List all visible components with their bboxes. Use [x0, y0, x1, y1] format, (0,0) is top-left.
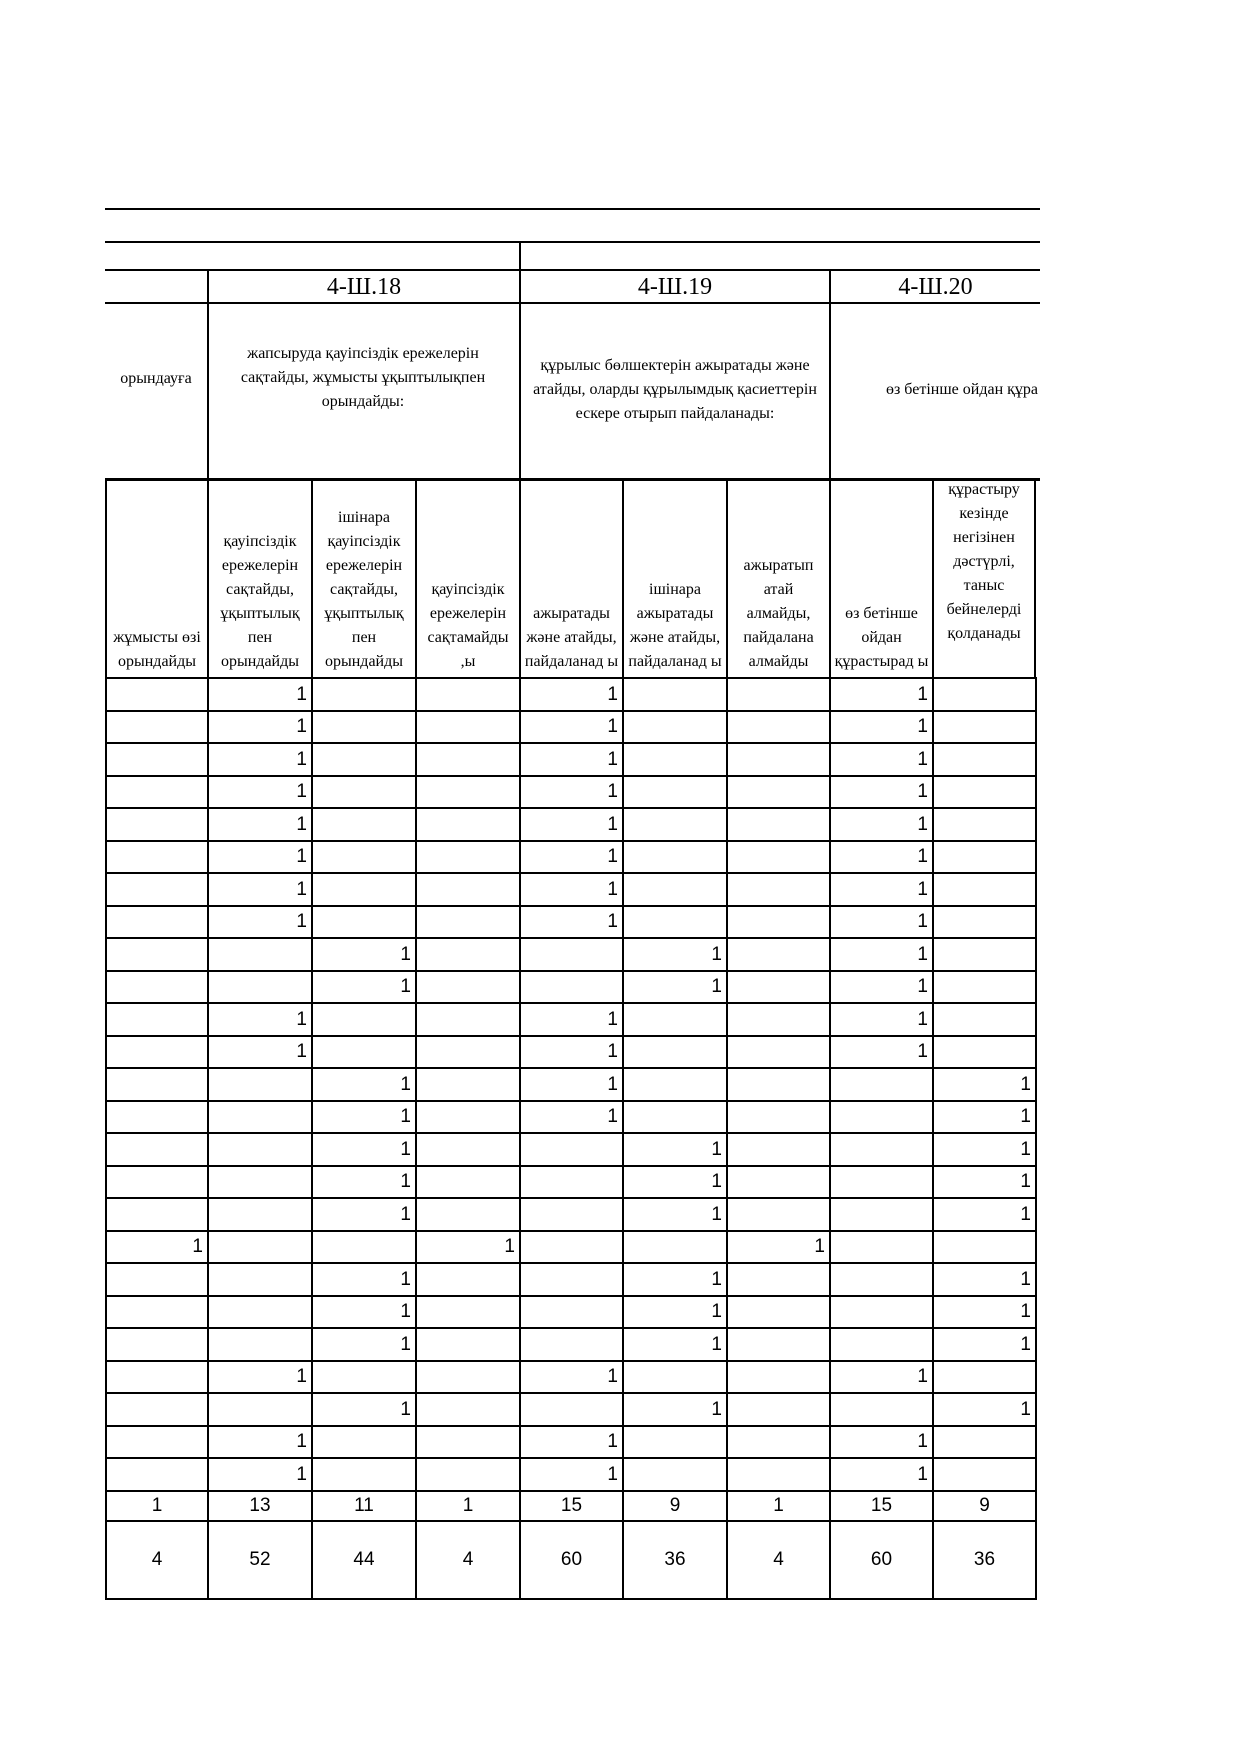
- table-cell: 1: [208, 873, 312, 906]
- table-cell: [520, 1198, 623, 1231]
- table-cell: [106, 1198, 208, 1231]
- table-cell: 1: [416, 1231, 520, 1264]
- total-cell: 11: [312, 1491, 416, 1521]
- table-cell: 1: [933, 1068, 1036, 1101]
- percentage-cell: 36: [623, 1521, 727, 1599]
- table-cell: [933, 743, 1036, 776]
- table-cell: [623, 1231, 727, 1264]
- table-cell: 1: [830, 1036, 933, 1069]
- table-cell: [727, 1198, 830, 1231]
- table-cell: [416, 1198, 520, 1231]
- table-row: [106, 1263, 1036, 1296]
- table-cell: 1: [830, 1426, 933, 1459]
- table-cell: [727, 1328, 830, 1361]
- percentage-cell: 36: [933, 1521, 1036, 1599]
- table-cell: 1: [208, 841, 312, 874]
- table-cell: [727, 1101, 830, 1134]
- table-cell: [208, 1198, 312, 1231]
- table-row: [106, 841, 1036, 874]
- table-cell: [623, 1003, 727, 1036]
- table-cell: [416, 906, 520, 939]
- table-cell: [208, 1393, 312, 1426]
- table-cell: 1: [312, 1068, 416, 1101]
- percentage-cell: 44: [312, 1521, 416, 1599]
- subheader-col-7: ажыратып атай алмайды, пайдалана алмайды: [743, 557, 814, 670]
- table-cell: [106, 678, 208, 711]
- table-row: [106, 711, 1036, 744]
- table-cell: [623, 808, 727, 841]
- table-cell: [208, 1231, 312, 1264]
- table-cell: [623, 1101, 727, 1134]
- table-cell: [312, 873, 416, 906]
- total-cell: 1: [106, 1491, 208, 1521]
- table-cell: [312, 1458, 416, 1491]
- table-cell: [933, 1458, 1036, 1491]
- table-cell: 1: [933, 1198, 1036, 1231]
- table-row: [106, 1198, 1036, 1231]
- table-cell: 1: [933, 1166, 1036, 1199]
- table-cell: [727, 1361, 830, 1394]
- table-cell: 1: [623, 1263, 727, 1296]
- table-cell: [727, 971, 830, 1004]
- table-cell: [623, 678, 727, 711]
- table-cell: [106, 1458, 208, 1491]
- group-description-4-sh-20: өз бетінше ойдан құра: [885, 381, 1038, 398]
- table-cell: 1: [312, 938, 416, 971]
- table-cell: [727, 1458, 830, 1491]
- table-cell: [520, 1328, 623, 1361]
- table-cell: [933, 873, 1036, 906]
- table-cell: 1: [106, 1231, 208, 1264]
- table-cell: 1: [520, 1068, 623, 1101]
- table-cell: 1: [520, 743, 623, 776]
- table-cell: [106, 1068, 208, 1101]
- table-cell: [106, 743, 208, 776]
- table-cell: [830, 1393, 933, 1426]
- table-cell: 1: [520, 1003, 623, 1036]
- table-cell: [830, 1101, 933, 1134]
- table-cell: 1: [830, 906, 933, 939]
- table-cell: [106, 1328, 208, 1361]
- table-cell: [623, 841, 727, 874]
- table-cell: 1: [312, 1101, 416, 1134]
- subheader-col-2: қауіпсіздік ережелерін сақтайды, ұқыптылық пен орындайды: [220, 533, 300, 670]
- table-cell: 1: [830, 743, 933, 776]
- table-row: [106, 678, 1036, 711]
- table-cell: 1: [520, 1101, 623, 1134]
- table-cell: [830, 1068, 933, 1101]
- percentage-cell: 60: [520, 1521, 623, 1599]
- table-cell: [106, 906, 208, 939]
- table-cell: 1: [312, 1328, 416, 1361]
- table-cell: [312, 678, 416, 711]
- table-cell: [830, 1198, 933, 1231]
- table-cell: [106, 971, 208, 1004]
- top-rule-2: [105, 241, 1040, 243]
- table-cell: 1: [830, 841, 933, 874]
- table-cell: [933, 678, 1036, 711]
- table-cell: [520, 1296, 623, 1329]
- table-row: [106, 873, 1036, 906]
- table-cell: 1: [312, 1393, 416, 1426]
- subheader-col-9: құрастыру кезінде негізінен дәстүрлі, таныс бейнелерді қолданады: [946, 481, 1022, 642]
- table-cell: [830, 1296, 933, 1329]
- table-cell: 1: [208, 906, 312, 939]
- table-cell: 1: [623, 971, 727, 1004]
- table-cell: 1: [520, 873, 623, 906]
- table-row: [106, 1101, 1036, 1134]
- table-cell: 1: [830, 776, 933, 809]
- table-cell: [106, 938, 208, 971]
- table-cell: [106, 711, 208, 744]
- table-row: [106, 1133, 1036, 1166]
- table-cell: 1: [208, 1361, 312, 1394]
- table-cell: 1: [520, 906, 623, 939]
- table-cell: [727, 711, 830, 744]
- table-cell: [623, 743, 727, 776]
- group-description-0: орындауға: [120, 370, 192, 387]
- subheader-col-3: ішінара қауіпсіздік ережелерін сақтайды, ұқыптылық пен орындайды: [324, 509, 404, 670]
- table-cell: [312, 1003, 416, 1036]
- table-cell: 1: [830, 873, 933, 906]
- table-row: [106, 1328, 1036, 1361]
- subheader-col-1: жұмысты өзі орындайды: [113, 629, 201, 670]
- table-cell: [623, 1036, 727, 1069]
- table-cell: [727, 1296, 830, 1329]
- table-cell: 1: [208, 678, 312, 711]
- subheader-col-5: ажыратады және атайды, пайдаланад ы: [524, 605, 619, 670]
- table-cell: 1: [208, 776, 312, 809]
- table-cell: 1: [312, 1166, 416, 1199]
- table-cell: [933, 808, 1036, 841]
- table-cell: 1: [208, 1003, 312, 1036]
- table-cell: 1: [830, 678, 933, 711]
- table-cell: [623, 1361, 727, 1394]
- table-cell: 1: [520, 678, 623, 711]
- table-cell: 1: [623, 938, 727, 971]
- results-table: [105, 677, 1037, 1600]
- table-cell: [106, 1133, 208, 1166]
- table-cell: [830, 1263, 933, 1296]
- table-cell: [208, 1166, 312, 1199]
- table-cell: [933, 1003, 1036, 1036]
- table-row: [106, 1068, 1036, 1101]
- total-cell: 1: [416, 1491, 520, 1521]
- subheader-top-rule: [105, 479, 1040, 481]
- table-cell: 1: [208, 1036, 312, 1069]
- table-row: [106, 808, 1036, 841]
- table-cell: [416, 1068, 520, 1101]
- table-cell: 1: [520, 1036, 623, 1069]
- totals-row: [106, 1491, 1036, 1521]
- table-cell: 1: [830, 938, 933, 971]
- top-rule-1: [105, 208, 1040, 210]
- total-cell: 13: [208, 1491, 312, 1521]
- group-code-4-sh-20: 4-Ш.20: [898, 273, 973, 300]
- table-cell: 1: [312, 1198, 416, 1231]
- table-cell: [623, 906, 727, 939]
- table-cell: [312, 1361, 416, 1394]
- table-cell: [416, 1426, 520, 1459]
- table-cell: [416, 1296, 520, 1329]
- table-cell: [830, 1231, 933, 1264]
- table-row: [106, 1036, 1036, 1069]
- percentages-row: [106, 1521, 1036, 1599]
- table-cell: [106, 1036, 208, 1069]
- table-row: [106, 1003, 1036, 1036]
- table-cell: [106, 1426, 208, 1459]
- table-cell: 1: [727, 1231, 830, 1264]
- subheader-col-8: өз бетінше ойдан құрастырад ы: [834, 605, 929, 670]
- table-cell: [416, 1328, 520, 1361]
- percentage-cell: 60: [830, 1521, 933, 1599]
- table-cell: [727, 808, 830, 841]
- table-cell: 1: [830, 1003, 933, 1036]
- table-cell: [106, 1361, 208, 1394]
- table-cell: [416, 1458, 520, 1491]
- subheader-col-4: қауіпсіздік ережелерін сақтамайды ,ы: [427, 581, 509, 670]
- table-cell: 1: [933, 1393, 1036, 1426]
- table-cell: 1: [520, 1458, 623, 1491]
- table-cell: [106, 808, 208, 841]
- table-row: [106, 1426, 1036, 1459]
- table-cell: [416, 971, 520, 1004]
- table-cell: [106, 1393, 208, 1426]
- table-row: [106, 776, 1036, 809]
- percentage-cell: 4: [416, 1521, 520, 1599]
- group-description-4-sh-18: жапсыруда қауіпсіздік ережелерін сақтайды, жұмысты ұқыптылықпен орындайды:: [240, 345, 486, 410]
- table-cell: [727, 1133, 830, 1166]
- group-description-4-sh-19: құрылыс бөлшектерін ажыратады және атайды, оларды құрылымдық қасиеттерін ескере отырып пайдаланады:: [533, 357, 817, 422]
- table-cell: [106, 1263, 208, 1296]
- table-cell: 1: [520, 808, 623, 841]
- total-cell: 9: [933, 1491, 1036, 1521]
- table-cell: [312, 808, 416, 841]
- table-cell: [312, 1231, 416, 1264]
- table-cell: [416, 776, 520, 809]
- table-cell: [416, 1361, 520, 1394]
- percentage-cell: 4: [106, 1521, 208, 1599]
- table-cell: [727, 1263, 830, 1296]
- table-cell: 1: [208, 1426, 312, 1459]
- table-cell: 1: [623, 1166, 727, 1199]
- table-cell: [933, 906, 1036, 939]
- table-cell: [727, 743, 830, 776]
- table-cell: [416, 1393, 520, 1426]
- table-cell: 1: [208, 711, 312, 744]
- table-cell: [933, 1426, 1036, 1459]
- table-cell: [208, 938, 312, 971]
- table-cell: [208, 1296, 312, 1329]
- group-divider-top: [519, 241, 521, 270]
- table-cell: [416, 743, 520, 776]
- total-cell: 15: [830, 1491, 933, 1521]
- table-cell: [312, 711, 416, 744]
- total-cell: 9: [623, 1491, 727, 1521]
- table-cell: [727, 873, 830, 906]
- table-cell: [933, 938, 1036, 971]
- table-cell: [208, 1068, 312, 1101]
- table-cell: 1: [623, 1133, 727, 1166]
- table-cell: 1: [520, 711, 623, 744]
- table-cell: 1: [830, 1361, 933, 1394]
- table-cell: [830, 1328, 933, 1361]
- table-cell: 1: [623, 1198, 727, 1231]
- table-cell: [312, 1426, 416, 1459]
- table-cell: 1: [830, 971, 933, 1004]
- table-cell: [520, 1133, 623, 1166]
- table-cell: 1: [312, 1263, 416, 1296]
- table-cell: [727, 1003, 830, 1036]
- table-cell: [727, 776, 830, 809]
- total-cell: 15: [520, 1491, 623, 1521]
- table-cell: 1: [933, 1133, 1036, 1166]
- table-cell: [727, 1166, 830, 1199]
- table-cell: [933, 776, 1036, 809]
- table-cell: [520, 1166, 623, 1199]
- table-cell: [623, 1458, 727, 1491]
- table-cell: [106, 1101, 208, 1134]
- table-row: [106, 971, 1036, 1004]
- table-cell: [520, 938, 623, 971]
- table-cell: [830, 1133, 933, 1166]
- table-cell: 1: [520, 841, 623, 874]
- table-cell: [623, 1068, 727, 1101]
- group-code-4-sh-19: 4-Ш.19: [637, 273, 713, 300]
- table-cell: [623, 711, 727, 744]
- table-cell: 1: [208, 1458, 312, 1491]
- table-cell: 1: [830, 1458, 933, 1491]
- table-cell: [830, 1166, 933, 1199]
- table-cell: [416, 1133, 520, 1166]
- table-cell: [623, 776, 727, 809]
- table-cell: [312, 743, 416, 776]
- table-cell: [933, 971, 1036, 1004]
- table-cell: 1: [312, 1296, 416, 1329]
- table-cell: 1: [830, 808, 933, 841]
- table-cell: [416, 841, 520, 874]
- table-cell: [520, 1231, 623, 1264]
- table-cell: [520, 971, 623, 1004]
- table-cell: [106, 873, 208, 906]
- table-cell: [520, 1393, 623, 1426]
- table-cell: [727, 678, 830, 711]
- table-cell: [106, 1296, 208, 1329]
- table-cell: [312, 776, 416, 809]
- table-cell: [727, 938, 830, 971]
- table-cell: [727, 1393, 830, 1426]
- table-row: [106, 1458, 1036, 1491]
- table-row: [106, 1361, 1036, 1394]
- table-cell: [727, 1426, 830, 1459]
- table-cell: 1: [312, 971, 416, 1004]
- table-cell: [106, 776, 208, 809]
- table-cell: [933, 711, 1036, 744]
- table-cell: 1: [623, 1393, 727, 1426]
- table-cell: 1: [520, 1361, 623, 1394]
- table-cell: 1: [623, 1296, 727, 1329]
- table-cell: 1: [933, 1101, 1036, 1134]
- table-row: [106, 906, 1036, 939]
- table-cell: [208, 1101, 312, 1134]
- table-row: [106, 1231, 1036, 1264]
- table-cell: [208, 1263, 312, 1296]
- table-cell: 1: [933, 1263, 1036, 1296]
- table-cell: [208, 971, 312, 1004]
- table-cell: [106, 1003, 208, 1036]
- percentage-cell: 4: [727, 1521, 830, 1599]
- table-cell: 1: [830, 711, 933, 744]
- table-row: [106, 1166, 1036, 1199]
- table-cell: [312, 841, 416, 874]
- table-cell: 1: [520, 1426, 623, 1459]
- table-row: [106, 1393, 1036, 1426]
- table-cell: [106, 841, 208, 874]
- subheader-col-6: ішінара ажыратады және атайды, пайдаланад ы: [628, 581, 722, 670]
- table-cell: [727, 1068, 830, 1101]
- table-cell: [416, 711, 520, 744]
- table-cell: [727, 841, 830, 874]
- table-cell: 1: [312, 1133, 416, 1166]
- table-cell: [933, 1361, 1036, 1394]
- table-cell: [312, 1036, 416, 1069]
- table-cell: [416, 1036, 520, 1069]
- table-cell: [208, 1328, 312, 1361]
- table-cell: [623, 873, 727, 906]
- table-cell: [933, 841, 1036, 874]
- table-cell: [416, 1101, 520, 1134]
- table-cell: [416, 873, 520, 906]
- table-cell: [416, 1166, 520, 1199]
- table-cell: [933, 1231, 1036, 1264]
- table-cell: 1: [520, 776, 623, 809]
- table-cell: [416, 808, 520, 841]
- table-row: [106, 743, 1036, 776]
- table-cell: [933, 1036, 1036, 1069]
- table-cell: [208, 1133, 312, 1166]
- group-code-4-sh-18: 4-Ш.18: [326, 273, 402, 300]
- table-cell: [312, 906, 416, 939]
- table-cell: 1: [933, 1296, 1036, 1329]
- table-row: [106, 938, 1036, 971]
- table-cell: [416, 938, 520, 971]
- table-cell: [520, 1263, 623, 1296]
- table-cell: [623, 1426, 727, 1459]
- table-cell: [416, 1263, 520, 1296]
- table-cell: 1: [933, 1328, 1036, 1361]
- table-cell: 1: [623, 1328, 727, 1361]
- table-cell: [416, 1003, 520, 1036]
- sub-divider-9: [1034, 479, 1036, 679]
- table-cell: [106, 1166, 208, 1199]
- percentage-cell: 52: [208, 1521, 312, 1599]
- table-cell: [727, 906, 830, 939]
- table-cell: [416, 678, 520, 711]
- table-cell: 1: [208, 743, 312, 776]
- total-cell: 1: [727, 1491, 830, 1521]
- table-cell: 1: [208, 808, 312, 841]
- table-row: [106, 1296, 1036, 1329]
- table-cell: [727, 1036, 830, 1069]
